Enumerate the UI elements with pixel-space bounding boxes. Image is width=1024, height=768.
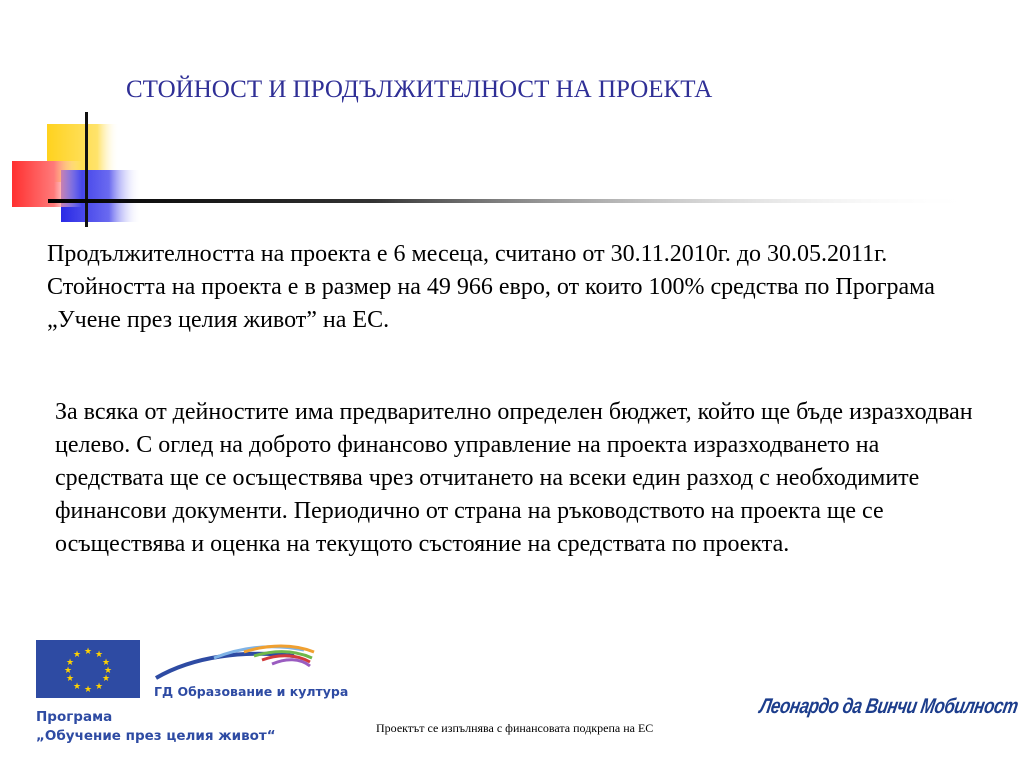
lifelong-learning-swoosh-icon bbox=[154, 642, 344, 682]
program-line-2: „Обучение през целия живот“ bbox=[36, 728, 276, 744]
svg-text:★: ★ bbox=[83, 685, 93, 695]
decorative-squares bbox=[0, 0, 1024, 240]
horizontal-line bbox=[48, 199, 978, 203]
eu-flag-icon bbox=[36, 640, 140, 698]
program-logos bbox=[36, 640, 349, 750]
duration-paragraph: Продължителността на проекта е 6 месеца, считано от 30.11.2010г. до 30.05.2011г. Стойността на проекта е в размер на 49 966 евро, от които 100% средства по Програма „Учене през целия живот” на ЕС. bbox=[47, 241, 935, 333]
dg-education-label: ГД Образование и култура bbox=[154, 684, 349, 699]
program-line-1: Програма bbox=[36, 709, 113, 725]
svg-text:★: ★ bbox=[101, 674, 111, 684]
svg-text:★: ★ bbox=[83, 647, 93, 657]
program-label bbox=[36, 708, 276, 746]
svg-text:★: ★ bbox=[94, 682, 104, 692]
slide-title: СТОЙНОСТ И ПРОДЪЛЖИТЕЛНОСТ НА ПРОЕКТА bbox=[126, 76, 713, 103]
eu-support-note: Проектът се изпълнява с финансовата подкрепа на ЕС bbox=[376, 721, 654, 735]
svg-text:★: ★ bbox=[94, 650, 104, 660]
svg-text:★: ★ bbox=[72, 682, 82, 692]
svg-text:★: ★ bbox=[65, 658, 75, 668]
budget-paragraph: За всяка от дейностите има предварително определен бюджет, който ще бъде изразходван целево. С оглед на доброто финансово управление на проекта изразходването на средствата ще се осъществява чрез отчитането на всеки един разход с необходимите финансови документи. Периодично от страна на ръководството на проекта ще се осъществява и оценка на текущото състояние на средствата по проекта. bbox=[55, 399, 973, 557]
leonardo-logo-text: Леонардо да Винчи Мобилност bbox=[757, 694, 1020, 718]
svg-text:★: ★ bbox=[65, 674, 75, 684]
vertical-line bbox=[85, 112, 88, 227]
svg-text:★: ★ bbox=[103, 666, 113, 676]
svg-text:★: ★ bbox=[72, 650, 82, 660]
svg-text:★: ★ bbox=[101, 658, 111, 668]
svg-text:★: ★ bbox=[63, 666, 73, 676]
